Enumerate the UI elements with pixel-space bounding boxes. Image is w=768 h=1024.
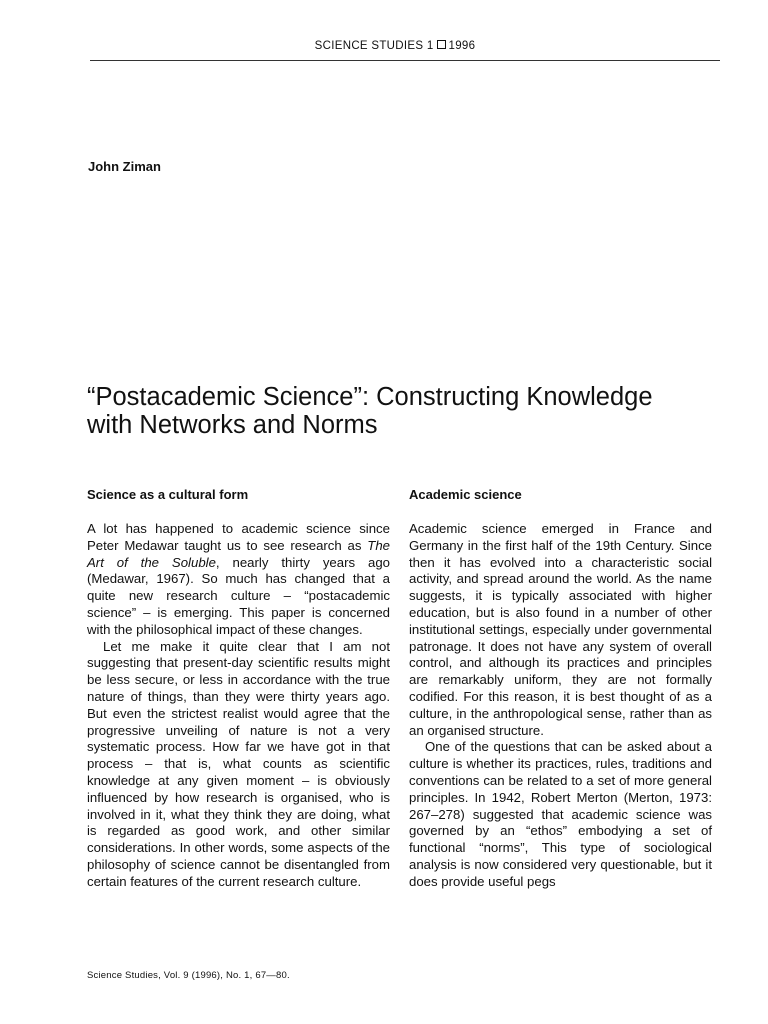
running-head bbox=[0, 40, 768, 52]
right-column bbox=[409, 486, 712, 891]
paragraph-cultural-form-2: Let me make it quite clear that I am not suggesting that present-day scientific results might be less secure, or less in accordance with the true nature of things, than they were thirty years ago. But even the strictest realist would agree that the progressive unveiling of nature is not a very systematic process. How far we have got in that process – that is, what counts as scientific knowledge at any given moment – is obviously influenced by how research is organised, who is involved in it, what they think they are doing, what is regarded as good work, and other similar considerations. In other words, some aspects of the philosophy of science cannot be disentangled from certain features of the current research culture. bbox=[87, 638, 390, 889]
section-heading-academic-science: Academic science bbox=[409, 487, 522, 502]
article-title: “Postacademic Science”: Constructing Knowledge with Networks and Norms bbox=[87, 383, 653, 439]
section-heading-cultural-form: Science as a cultural form bbox=[87, 487, 249, 502]
header-rule bbox=[90, 60, 720, 61]
paragraph-text: A lot has happened to academic science since Peter Medawar taught us to see research as bbox=[87, 521, 390, 553]
paragraph-cultural-form-1 bbox=[87, 521, 390, 639]
citation-footer: Science Studies, Vol. 9 (1996), No. 1, 67—80. bbox=[87, 970, 290, 981]
paragraph-academic-science-1: Academic science emerged in France and Germany in the first half of the 19th Century. Since then it has evolved into a characteristic social activity, and spread around the world. As the name suggests, it is typically associated with higher education, but is also found in a number of other institutional settings, especially under governmental patronage. It does not have any system of overall control, and although its practices and principles are remarkably uniform, they are not formally codified. For this reason, it is best thought of as a culture, in the anthropological sense, rather than as an organised structure. bbox=[409, 521, 712, 738]
journal-year: 1996 bbox=[448, 40, 476, 52]
paragraph-text: , nearly thirty years ago (Medawar, 1967). So much has changed that a quite new research culture – “postacademic science” – is emerging. This paper is concerned with the philosophical impact of these changes. bbox=[87, 554, 390, 637]
separator-box-icon bbox=[437, 40, 446, 49]
book-title-italic: The Art of the Soluble bbox=[87, 537, 390, 570]
journal-name: SCIENCE STUDIES 1 bbox=[314, 40, 434, 52]
left-column bbox=[87, 486, 390, 891]
paragraph-academic-science-2: One of the questions that can be asked about a culture is whether its practices, rules, traditions and conventions can be related to a set of more general principles. In 1942, Robert Merton (Merton, 1973: 267–278) suggested that academic science was governed by an “ethos” embodying a set of functional “norms”, This type of sociological analysis is now considered very questionable, but it does provide useful pegs bbox=[409, 739, 712, 889]
author-name: John Ziman bbox=[88, 159, 161, 174]
